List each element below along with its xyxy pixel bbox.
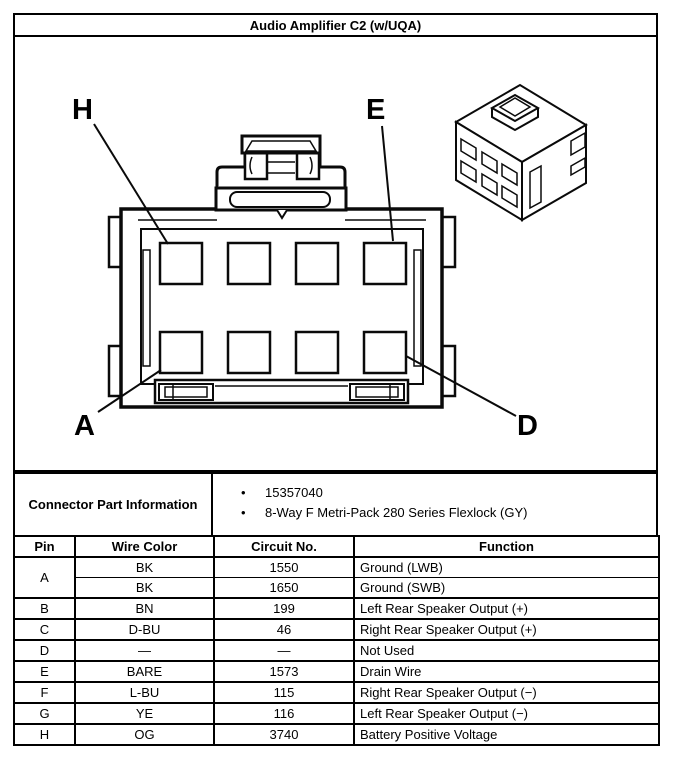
table-row — [14, 640, 659, 661]
cell-pin: G — [14, 703, 75, 724]
cell-function: Ground (LWB) — [354, 557, 659, 578]
pin-label-h: H — [72, 94, 93, 126]
cell-wire-color: BN — [75, 598, 214, 619]
cell-function: Left Rear Speaker Output (+) — [354, 598, 659, 619]
table-row — [14, 578, 659, 599]
connector-face-drawing — [15, 37, 656, 470]
cell-function: Right Rear Speaker Output (+) — [354, 619, 659, 640]
cell-pin: B — [14, 598, 75, 619]
cell-wire-color: D-BU — [75, 619, 214, 640]
pin-cavity-f — [296, 243, 338, 284]
connector-description: 8-Way F Metri-Pack 280 Series Flexlock (GY) — [265, 505, 528, 520]
cell-circuit-no: 1550 — [214, 557, 354, 578]
table-row — [14, 661, 659, 682]
cell-wire-color: — — [75, 640, 214, 661]
pin-cavity-c — [296, 332, 338, 373]
header-wire-color: Wire Color — [75, 536, 214, 557]
pin-label-e: E — [366, 94, 386, 126]
cell-wire-color: L-BU — [75, 682, 214, 703]
connector-part-information-list — [213, 474, 656, 535]
cell-pin: A — [14, 557, 75, 598]
table-row — [14, 703, 659, 724]
cell-pin: D — [14, 640, 75, 661]
table-row — [14, 598, 659, 619]
cell-pin: E — [14, 661, 75, 682]
header-function: Function — [354, 536, 659, 557]
cell-pin: C — [14, 619, 75, 640]
header-pin: Pin — [14, 536, 75, 557]
pin-label-d: D — [517, 410, 538, 442]
cell-function: Battery Positive Voltage — [354, 724, 659, 745]
cell-function: Right Rear Speaker Output (−) — [354, 682, 659, 703]
cell-wire-color: BK — [75, 557, 214, 578]
bottom-rail — [155, 380, 408, 403]
table-row — [14, 557, 659, 578]
cell-circuit-no: 199 — [214, 598, 354, 619]
connector-part-information-label: Connector Part Information — [15, 474, 213, 535]
pin-cavity-a — [160, 332, 202, 373]
connector-body-outline — [121, 209, 442, 407]
cell-function: Not Used — [354, 640, 659, 661]
pinout-table — [13, 535, 660, 746]
table-row — [14, 619, 659, 640]
cell-wire-color: BARE — [75, 661, 214, 682]
cell-pin: H — [14, 724, 75, 745]
table-row — [14, 724, 659, 745]
list-item — [213, 503, 656, 523]
pin-cavity-g — [228, 243, 270, 284]
pin-cavity-b — [228, 332, 270, 373]
connector-part-information-section — [13, 472, 658, 537]
cell-circuit-no: 3740 — [214, 724, 354, 745]
cell-circuit-no: 1573 — [214, 661, 354, 682]
cell-wire-color: OG — [75, 724, 214, 745]
pin-cavity-e — [364, 243, 406, 284]
cell-circuit-no: 115 — [214, 682, 354, 703]
part-number: 15357040 — [265, 485, 323, 500]
page-title: Audio Amplifier C2 (w/UQA) — [13, 13, 658, 37]
table-row — [14, 682, 659, 703]
cell-circuit-no: 116 — [214, 703, 354, 724]
cell-wire-color: YE — [75, 703, 214, 724]
cell-circuit-no: 1650 — [214, 578, 354, 599]
cell-pin: F — [14, 682, 75, 703]
cell-function: Left Rear Speaker Output (−) — [354, 703, 659, 724]
list-item — [213, 483, 656, 503]
connector-iso-drawing — [456, 85, 586, 220]
pin-cavity-d — [364, 332, 406, 373]
table-header-row — [14, 536, 659, 557]
lock-tab — [216, 136, 346, 218]
header-circuit-no: Circuit No. — [214, 536, 354, 557]
cell-function: Drain Wire — [354, 661, 659, 682]
pin-cavity-h — [160, 243, 202, 284]
bullet-icon: • — [241, 485, 246, 500]
pin-label-a: A — [74, 410, 95, 442]
cell-circuit-no: — — [214, 640, 354, 661]
cell-circuit-no: 46 — [214, 619, 354, 640]
cell-function: Ground (SWB) — [354, 578, 659, 599]
bullet-icon: • — [241, 505, 246, 520]
cell-wire-color: BK — [75, 578, 214, 599]
